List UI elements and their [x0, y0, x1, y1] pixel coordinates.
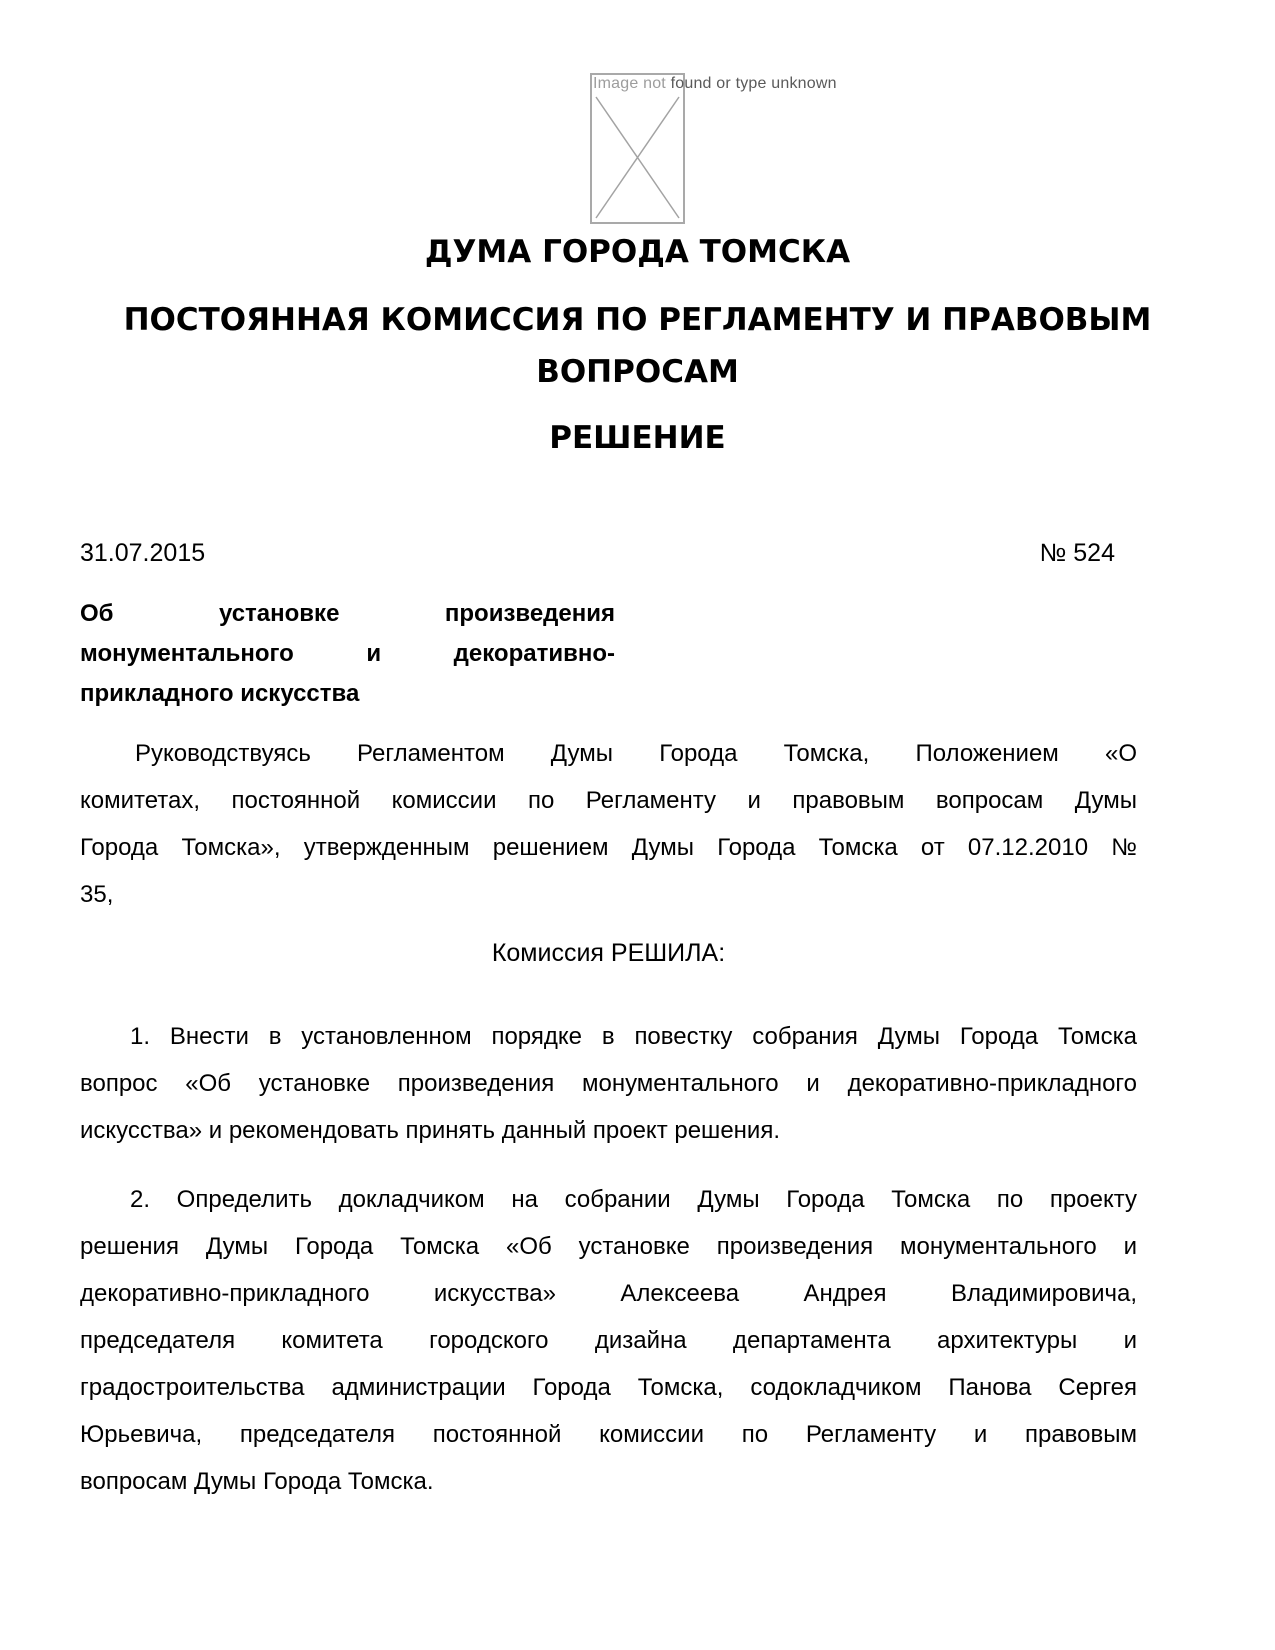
doc-number: № 524	[1039, 539, 1115, 567]
text-line: ВОПРОСАМ	[536, 354, 739, 390]
intro-paragraph	[80, 730, 1137, 918]
text-line: вопрос «Об установке произведения монументального и декоративно-прикладного	[80, 1070, 1137, 1097]
resolution-heading: Комиссия РЕШИЛА:	[491, 939, 726, 967]
resolution-item-2	[80, 1176, 1137, 1505]
alt-text-light-part: Image not	[593, 75, 671, 92]
commission-title	[0, 294, 1275, 398]
text-line: градостроительства администрации Города Томска, содокладчиком Панова Сергея	[80, 1374, 1137, 1401]
text-line: решения Думы Города Томска «Об установке произведения монументального и	[80, 1233, 1137, 1260]
text-line: декоративно-прикладного искусства» Алексеева Андрея Владимировича,	[80, 1280, 1137, 1307]
org-title: ДУМА ГОРОДА ТОМСКА	[424, 234, 851, 270]
text-line: Об установке произведения	[80, 600, 615, 627]
text-line: председателя комитета городского дизайна департамента архитектуры и	[80, 1327, 1137, 1354]
alt-text-dark-part: found or type unknown	[670, 75, 837, 92]
text-line: Руководствуясь Регламентом Думы Города Томска, Положением «О	[135, 740, 1137, 767]
subject-block	[80, 594, 615, 714]
broken-image-frame	[590, 73, 685, 224]
text-line: 2. Определить докладчиком на собрании Думы Города Томска по проекту	[130, 1186, 1137, 1213]
resolution-item-1	[80, 1013, 1137, 1154]
text-line: 1. Внести в установленном порядке в повестку собрания Думы Города Томска	[130, 1023, 1137, 1050]
doc-type-title: РЕШЕНИЕ	[549, 420, 726, 456]
text-line: 35,	[80, 881, 114, 908]
broken-image-cross-icon	[592, 75, 683, 222]
document-body	[0, 538, 1275, 1505]
text-line: монументального и декоративно-	[80, 640, 615, 667]
broken-image-alt-text	[593, 74, 837, 94]
text-line: вопросам Думы Города Томска.	[80, 1468, 434, 1495]
doc-date: 31.07.2015	[80, 539, 206, 567]
text-line: комитетах, постоянной комиссии по Регламенту и правовым вопросам Думы	[80, 787, 1137, 814]
text-line: Города Томска», утвержденным решением Думы Города Томска от 07.12.2010 №	[80, 834, 1137, 861]
broken-image-placeholder	[590, 73, 837, 224]
text-line: искусства» и рекомендовать принять данный проект решения.	[80, 1117, 780, 1144]
meta-row	[80, 538, 1137, 568]
text-line: Юрьевича, председателя постоянной комиссии по Регламенту и правовым	[80, 1421, 1137, 1448]
text-line: прикладного искусства	[80, 680, 360, 707]
text-line: ПОСТОЯННАЯ КОМИССИЯ ПО РЕГЛАМЕНТУ И ПРАВОВЫМ	[123, 302, 1152, 338]
